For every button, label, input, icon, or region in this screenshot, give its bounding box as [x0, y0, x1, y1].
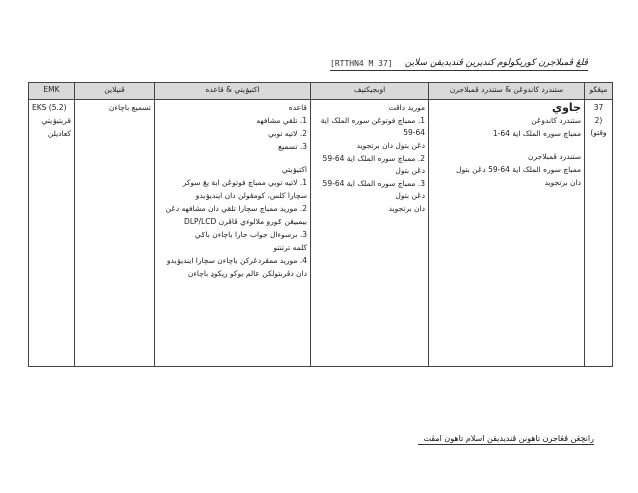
header-objective: اوبجيکتيف [311, 83, 429, 100]
values-text: تسميع باچاءن [108, 103, 151, 112]
method-title: قاعده [288, 103, 307, 112]
objective-item: 2. ممباچ سوره الملک اية 64-59 دڠن بتول [322, 154, 425, 175]
footer-text: رانچڠن ڤڠاجرن تاهونن ڤنديديقن اسلام تاهون امڤت [423, 434, 594, 443]
method-item: 3. تسميع [278, 142, 307, 151]
standard-cell [429, 100, 585, 367]
header-week: ميڠڬو [585, 83, 613, 100]
document-code: [RTTHN4 M 37] [330, 59, 393, 68]
activity-step: کلمه ترتنتو [273, 243, 307, 252]
activity-step: 1. لاتيه توبي ممباچ فوتوڠن اية يڠ سوکر [182, 178, 307, 187]
activity-title: اکتيۏيتي [281, 165, 307, 174]
activity-step: سچارا کلس، کومڤولن دان اينديۏيدو [195, 191, 307, 200]
lesson-plan-table [28, 82, 613, 367]
objective-item: دان برتجويد [388, 204, 425, 213]
emk-line-2: کعاديلن [47, 129, 71, 138]
objective-item: 1. ممباچ فوتوڠن سوره الملک اية 64-59 [320, 116, 425, 137]
header-values: ڤنيلاين [75, 83, 155, 100]
learning-standard-text-2: دان برتجويد [544, 178, 581, 187]
week-number: 37 [593, 103, 604, 112]
activity-step: 2. موريد ممباچ سچارا تلقي دان مشافهه دڠن [165, 204, 307, 213]
objective-item: دڠن بتول دان برتجويد [356, 141, 425, 150]
activity-cell [155, 100, 311, 367]
header-emk: EMK [29, 83, 75, 100]
method-item: 1. تلقي مشافهه [256, 116, 307, 125]
objective-cell [311, 100, 429, 367]
header-activity: اکتيۏيتي & قاعده [155, 83, 311, 100]
activity-step: 3. برسوءال جواب جارا باچاءن باݢي [194, 230, 307, 239]
table-header-row [29, 83, 613, 100]
footer-rule [418, 444, 594, 445]
header-standard: ستندرد کاندوڠن & ستندرد ڤمبلاجرن [429, 83, 585, 100]
method-item: 2. لاتيه توبي [268, 129, 307, 138]
table-row [29, 100, 613, 367]
document-title: ڤلڠ ڤمبلاجرن کوريکولوم کنديرين ڤنديديقن سلاين [404, 58, 588, 68]
page-footer [418, 434, 594, 445]
standard-content-text: ممباچ سوره الملک اية 64-1 [492, 129, 581, 138]
standard-content-title: ستندرد کاندوڠن [531, 116, 581, 125]
activity-step: دان دڤربتولکن عالم يوکو ريکوډ باچاءن [187, 269, 307, 278]
learning-standard-title: ستندرد ڤمبلاجرن [527, 152, 581, 161]
objective-intro: موريد داڤت [388, 103, 425, 112]
standard-heading: جاوي [552, 101, 581, 114]
activity-step: 4. موريد ممڤردڠرکن باچاءن سچارا اينديۏيدو [166, 256, 307, 265]
objective-item: 3. ممباچ سوره الملک اية 64-59 دڠن بتول [322, 179, 425, 200]
week-duration: (2 وقتو) [590, 116, 607, 137]
activity-step: بيمبيڠن ݢورو ملالوءي ڤاڤرن DLP/LCD [184, 217, 307, 226]
page-header [330, 58, 588, 71]
emk-cell [29, 100, 75, 367]
emk-code: EKS (5.2) [32, 103, 67, 112]
learning-standard-text-1: ممباچ سوره الملک اية 64-59 دڠن بتول [456, 165, 581, 174]
emk-line-1: قريتيۏيتي [41, 116, 71, 125]
week-cell [585, 100, 613, 367]
values-cell [75, 100, 155, 367]
